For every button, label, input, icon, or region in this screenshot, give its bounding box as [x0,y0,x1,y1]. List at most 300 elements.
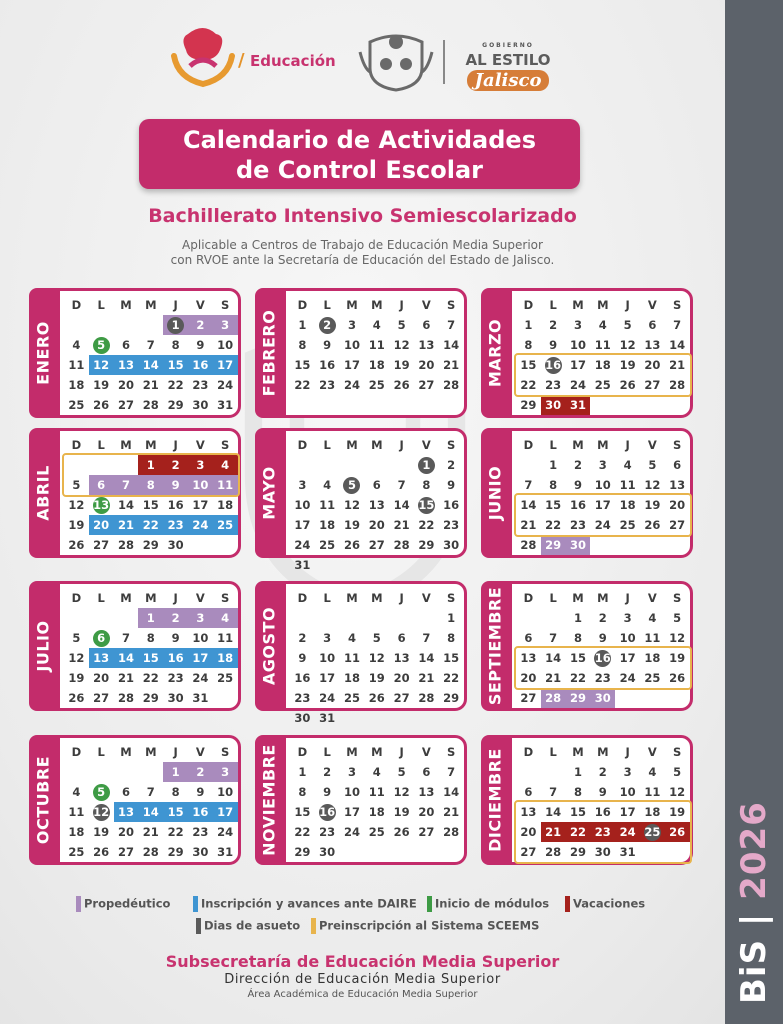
weekday-label: D [71,745,82,759]
week-row [64,355,238,375]
day-cell [516,355,541,375]
day-cell [389,375,414,395]
weekday-label: J [399,298,404,312]
month-name: DICIEMBRE [485,748,505,852]
day-cell [213,395,238,415]
day-number: 25 [217,518,234,532]
day-number: 28 [669,378,686,392]
day-number: 28 [117,691,134,705]
day-cell [290,842,315,862]
day-cell [590,842,615,862]
day-number: 24 [217,378,234,392]
holiday-day: 1 [167,317,184,334]
day-number: 14 [142,358,159,372]
day-number: 16 [443,498,460,512]
weekday-label: D [297,438,308,452]
day-cell [640,648,665,668]
day-number: 15 [294,805,311,819]
day-number: 28 [142,845,159,859]
day-number: 30 [443,538,460,552]
empty-cell [89,762,114,782]
day-number: 25 [619,518,636,532]
month-body [509,288,693,418]
day-cell [64,395,89,415]
day-number: 1 [298,318,307,332]
day-cell [290,475,315,495]
day-cell [64,375,89,395]
day-cell [290,535,315,555]
month-body [57,735,241,865]
weekday-label: M [346,745,358,759]
week-row [516,515,690,535]
weekday-label: J [173,745,178,759]
day-number: 18 [619,498,636,512]
day-cell [163,495,188,515]
empty-cell [665,688,690,708]
day-cell [590,475,615,495]
day-number: 16 [192,358,209,372]
day-cell [315,515,340,535]
day-number: 19 [669,805,686,819]
weekday-header [516,295,690,315]
day-cell [89,648,114,668]
week-row [64,842,238,862]
day-number: 18 [68,378,85,392]
day-cell [114,822,139,842]
day-number: 4 [221,458,230,472]
holiday-day: 2 [319,317,336,334]
legend-item [196,918,300,934]
empty-cell [364,842,389,862]
page-subtitle: Bachillerato Intensivo Semiescolarizado [148,205,577,227]
day-number: 28 [443,825,460,839]
day-cell [315,708,340,728]
month-name: JUNIO [485,465,505,521]
month-name-tab [255,581,283,711]
day-cell [163,668,188,688]
month-name: FEBRERO [259,309,279,397]
day-cell [163,628,188,648]
day-cell [213,495,238,515]
day-cell [138,495,163,515]
empty-cell [340,555,365,575]
day-number: 13 [644,338,661,352]
day-cell [64,515,89,535]
week-row [290,688,464,708]
day-number: 23 [167,671,184,685]
day-number: 14 [393,498,410,512]
empty-cell [439,555,464,575]
weekday-label: M [597,745,609,759]
day-number: 13 [93,651,110,665]
day-number: 12 [393,785,410,799]
month-name-tab [29,288,57,418]
day-cell [89,475,114,495]
day-number: 27 [669,518,686,532]
day-number: 18 [217,651,234,665]
day-cell [188,842,213,862]
day-cell [64,822,89,842]
legend-item [76,896,170,912]
day-cell [290,315,315,335]
month-name-tab [255,288,283,418]
day-cell [315,535,340,555]
day-number: 1 [549,458,558,472]
holiday-day: 16 [594,651,611,665]
day-number: 22 [142,518,159,532]
month-name: MAYO [259,466,279,520]
week-row [64,782,238,802]
empty-cell [389,608,414,628]
day-number: 25 [594,378,611,392]
day-cell [665,315,690,335]
day-cell [315,648,340,668]
day-number: 21 [393,518,410,532]
day-cell [340,628,365,648]
day-cell [414,762,439,782]
day-number: 22 [418,518,435,532]
month-junio [481,428,693,558]
day-cell [138,648,163,668]
day-number: 14 [117,498,134,512]
day-cell [315,782,340,802]
week-row [516,842,690,862]
day-cell [163,802,188,822]
day-cell [615,782,640,802]
day-number: 6 [673,458,682,472]
day-cell [439,375,464,395]
week-row [290,708,464,728]
day-cell [290,802,315,822]
day-number: 1 [146,458,155,472]
weekday-label: S [447,591,456,605]
day-cell [665,782,690,802]
day-number: 24 [594,518,611,532]
day-number: 20 [418,358,435,372]
day-cell [541,782,566,802]
day-number: 11 [594,338,611,352]
day-cell [364,315,389,335]
day-number: 3 [221,318,230,332]
holiday-day: 1 [418,457,435,474]
day-cell [541,842,566,862]
day-number: 24 [343,825,360,839]
day-cell [64,535,89,555]
day-number: 12 [393,338,410,352]
day-cell [290,555,315,575]
day-number: 5 [673,611,682,625]
day-number: 17 [192,651,209,665]
day-number: 17 [294,518,311,532]
day-cell [541,455,566,475]
week-row [64,455,238,475]
day-number: 29 [418,538,435,552]
weekday-label: S [221,745,230,759]
day-cell [566,395,591,415]
day-number: 22 [569,671,586,685]
day-cell [340,355,365,375]
day-number: 22 [545,518,562,532]
day-number: 19 [393,358,410,372]
weekday-label: D [297,591,308,605]
weekday-label: L [97,438,105,452]
day-number: 4 [221,611,230,625]
day-cell [213,762,238,782]
day-cell [340,688,365,708]
day-number: 3 [623,765,632,779]
day-number: 15 [569,651,586,665]
day-cell [188,688,213,708]
day-cell [516,335,541,355]
day-cell [114,842,139,862]
day-cell [566,315,591,335]
day-cell [516,668,541,688]
empty-cell [414,555,439,575]
day-number: 29 [167,845,184,859]
week-row [290,515,464,535]
day-number: 28 [545,691,562,705]
weekday-label: L [549,591,557,605]
day-number: 20 [368,518,385,532]
empty-cell [640,842,665,862]
day-number: 13 [117,358,134,372]
day-number: 6 [397,631,406,645]
day-number: 31 [192,691,209,705]
week-row [64,688,238,708]
day-number: 3 [196,611,205,625]
day-number: 15 [294,358,311,372]
week-row [64,315,238,335]
day-cell [665,515,690,535]
day-number: 19 [68,518,85,532]
day-grid [290,295,464,395]
day-cell [340,475,365,495]
weekday-label: V [421,438,431,452]
month-febrero [255,288,467,418]
day-cell [640,628,665,648]
day-cell [541,668,566,688]
day-number: 30 [569,538,586,552]
day-number: 20 [644,358,661,372]
day-cell [566,842,591,862]
day-number: 1 [524,318,533,332]
empty-cell [114,762,139,782]
day-cell [640,375,665,395]
day-number: 15 [545,498,562,512]
day-number: 20 [117,378,134,392]
day-cell [340,515,365,535]
empty-cell [439,842,464,862]
day-cell [315,475,340,495]
day-number: 10 [192,478,209,492]
day-number: 11 [644,785,661,799]
day-number: 18 [343,671,360,685]
day-number: 14 [142,805,159,819]
day-number: 1 [447,611,456,625]
module-start-day: 13 [93,498,110,512]
empty-cell [114,455,139,475]
weekday-label: M [346,591,358,605]
day-cell [163,335,188,355]
day-number: 25 [644,671,661,685]
day-number: 20 [418,805,435,819]
day-grid [290,588,464,728]
day-number: 19 [68,671,85,685]
day-cell [640,782,665,802]
day-number: 21 [142,825,159,839]
day-cell [188,608,213,628]
empty-cell [89,315,114,335]
day-number: 17 [569,358,586,372]
day-cell [414,782,439,802]
day-number: 8 [171,785,180,799]
holiday-day: 5 [343,477,360,494]
day-cell [89,395,114,415]
weekday-header [290,588,464,608]
day-cell [615,842,640,862]
week-row [64,668,238,688]
day-number: 9 [196,785,205,799]
day-number: 16 [294,671,311,685]
day-cell [213,355,238,375]
weekday-label: J [625,298,630,312]
day-cell [541,495,566,515]
day-cell [516,535,541,555]
day-number: 8 [573,631,582,645]
week-row [290,668,464,688]
day-number: 11 [644,631,661,645]
week-row [64,608,238,628]
day-cell [566,648,591,668]
week-row [516,608,690,628]
day-number: 6 [422,765,431,779]
day-cell [615,628,640,648]
day-number: 14 [117,651,134,665]
day-number: 27 [368,538,385,552]
day-cell [439,315,464,335]
day-number: 7 [422,631,431,645]
day-number: 8 [447,631,456,645]
day-number: 4 [598,318,607,332]
day-cell [364,822,389,842]
weekday-label: S [447,745,456,759]
day-number: 2 [447,458,456,472]
day-grid [64,588,238,708]
month-noviembre [255,735,467,865]
day-number: 27 [117,845,134,859]
day-cell [114,688,139,708]
day-cell [414,315,439,335]
day-number: 2 [598,765,607,779]
weekday-label: L [323,438,331,452]
day-number: 4 [372,318,381,332]
day-cell [364,668,389,688]
day-cell [89,375,114,395]
day-cell [590,315,615,335]
weekday-label: M [597,438,609,452]
weekday-header [64,435,238,455]
month-name-tab [481,735,509,865]
day-cell [89,495,114,515]
day-cell [640,455,665,475]
day-cell [516,495,541,515]
day-number: 21 [117,518,134,532]
month-agosto [255,581,467,725]
day-number: 23 [192,378,209,392]
month-body [509,581,693,711]
day-cell [615,668,640,688]
weekday-header [290,295,464,315]
day-number: 12 [368,651,385,665]
empty-cell [290,455,315,475]
day-number: 2 [598,611,607,625]
day-cell [615,515,640,535]
empty-cell [340,708,365,728]
day-number: 26 [93,398,110,412]
day-number: 28 [443,378,460,392]
day-cell [364,802,389,822]
day-number: 7 [524,478,533,492]
day-number: 4 [648,611,657,625]
weekday-label: D [297,745,308,759]
weekday-label: S [447,298,456,312]
day-number: 3 [347,318,356,332]
weekday-header [516,435,690,455]
day-number: 22 [167,378,184,392]
day-number: 2 [549,318,558,332]
weekday-label: J [625,745,630,759]
day-number: 21 [669,358,686,372]
day-cell [290,375,315,395]
day-number: 5 [372,631,381,645]
day-cell [640,822,665,842]
day-number: 29 [142,691,159,705]
applicability-note: Aplicable a Centros de Trabajo de Educación Media Superior con RVOE ante la Secretaría de Educación del Estado de Jalisco. [170,238,555,267]
legend-label: Inicio de módulos [435,896,550,911]
legend-swatch [565,896,570,912]
day-cell [364,335,389,355]
day-number: 18 [368,805,385,819]
day-grid [516,588,690,708]
day-number: 10 [294,498,311,512]
day-number: 23 [167,518,184,532]
day-number: 7 [146,338,155,352]
day-number: 21 [418,671,435,685]
day-cell [566,335,591,355]
day-cell [566,688,591,708]
day-number: 29 [520,398,537,412]
day-number: 30 [192,398,209,412]
day-grid [64,742,238,862]
day-cell [414,802,439,822]
day-number: 27 [520,691,537,705]
day-cell [414,455,439,475]
empty-cell [590,395,615,415]
month-name: OCTUBRE [33,755,53,845]
day-number: 14 [669,338,686,352]
empty-cell [590,535,615,555]
day-number: 24 [217,825,234,839]
empty-cell [665,842,690,862]
weekday-label: S [221,591,230,605]
weekday-label: J [399,438,404,452]
month-name-tab [29,735,57,865]
day-cell [541,648,566,668]
day-cell [138,515,163,535]
empty-cell [665,535,690,555]
day-cell [213,375,238,395]
day-number: 23 [294,691,311,705]
